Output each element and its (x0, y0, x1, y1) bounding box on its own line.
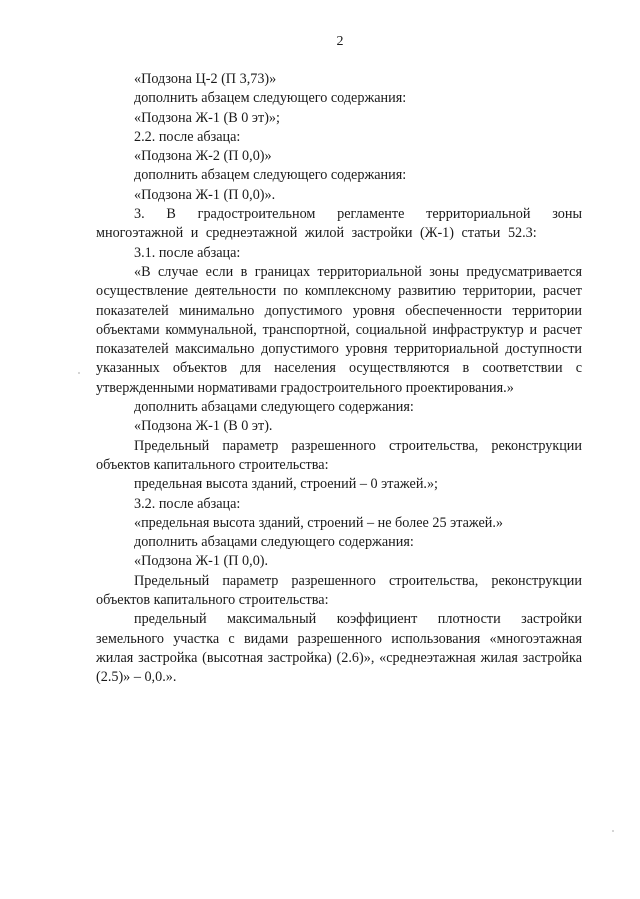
paragraph: «Подзона Ж-1 (П 0,0)». (134, 186, 276, 203)
paragraph: «Подзона Ж-1 (В 0 эт). (134, 418, 273, 435)
scan-artifact (612, 830, 614, 832)
paragraph: дополнить абзацами следующего содержания: (134, 534, 414, 551)
paragraph: дополнить абзацами следующего содержания: (134, 399, 414, 416)
paragraph: «Подзона Ж-1 (В 0 эт)»; (134, 109, 280, 126)
paragraph: 3.2. после абзаца: (134, 495, 241, 512)
paragraph: «Подзона Ж-2 (П 0,0)» (134, 148, 272, 165)
paragraph: «Подзона Ж-1 (П 0,0). (134, 553, 269, 570)
paragraph: Предельный параметр разрешенного строительства, реконструкции объектов капитального строительства: (96, 437, 582, 473)
paragraph: предельный максимальный коэффициент плотности застройки земельного участка с видами разрешенного использования «многоэтажная жилая застройка (высотная застройка) (2.6)», «среднеэтажная жилая застройка (2.5)» – 0,0.». (96, 611, 582, 686)
paragraph: предельная высота зданий, строений – 0 этажей.»; (134, 476, 438, 493)
paragraph: 3.1. после абзаца: (134, 244, 241, 261)
paragraph: 3. В градостроительном регламенте территориальной зоны многоэтажной и среднеэтажной жилой застройки (Ж-1) статьи 52.3: (96, 206, 582, 242)
paragraph: дополнить абзацем следующего содержания: (134, 167, 407, 184)
paragraph: «Подзона Ц-2 (П 3,73)» (134, 71, 277, 87)
paragraph: 2.2. после абзаца: (134, 128, 241, 145)
page-number: 2 (336, 34, 344, 49)
scan-artifact (78, 372, 80, 374)
paragraph: Предельный параметр разрешенного строительства, реконструкции объектов капитального строительства: (96, 572, 582, 609)
document-body (96, 70, 582, 688)
quoted-paragraph: «В случае если в границах территориальной зоны предусматривается осуществление деятельности по комплексному развитию территории, расчет показателей минимально допустимого уровня обеспеченности территории объектами коммунальной, транспортной, социальной инфраструктур и расчет показателей максимально допустимого уровня территориальной доступности указанных объектов для населения осуществляются в соответствии с утвержденными нормативами градостроительного проектирования.» (96, 263, 582, 396)
paragraph: «предельная высота зданий, строений – не более 25 этажей.» (134, 514, 504, 531)
paragraph: дополнить абзацем следующего содержания: (134, 90, 407, 107)
